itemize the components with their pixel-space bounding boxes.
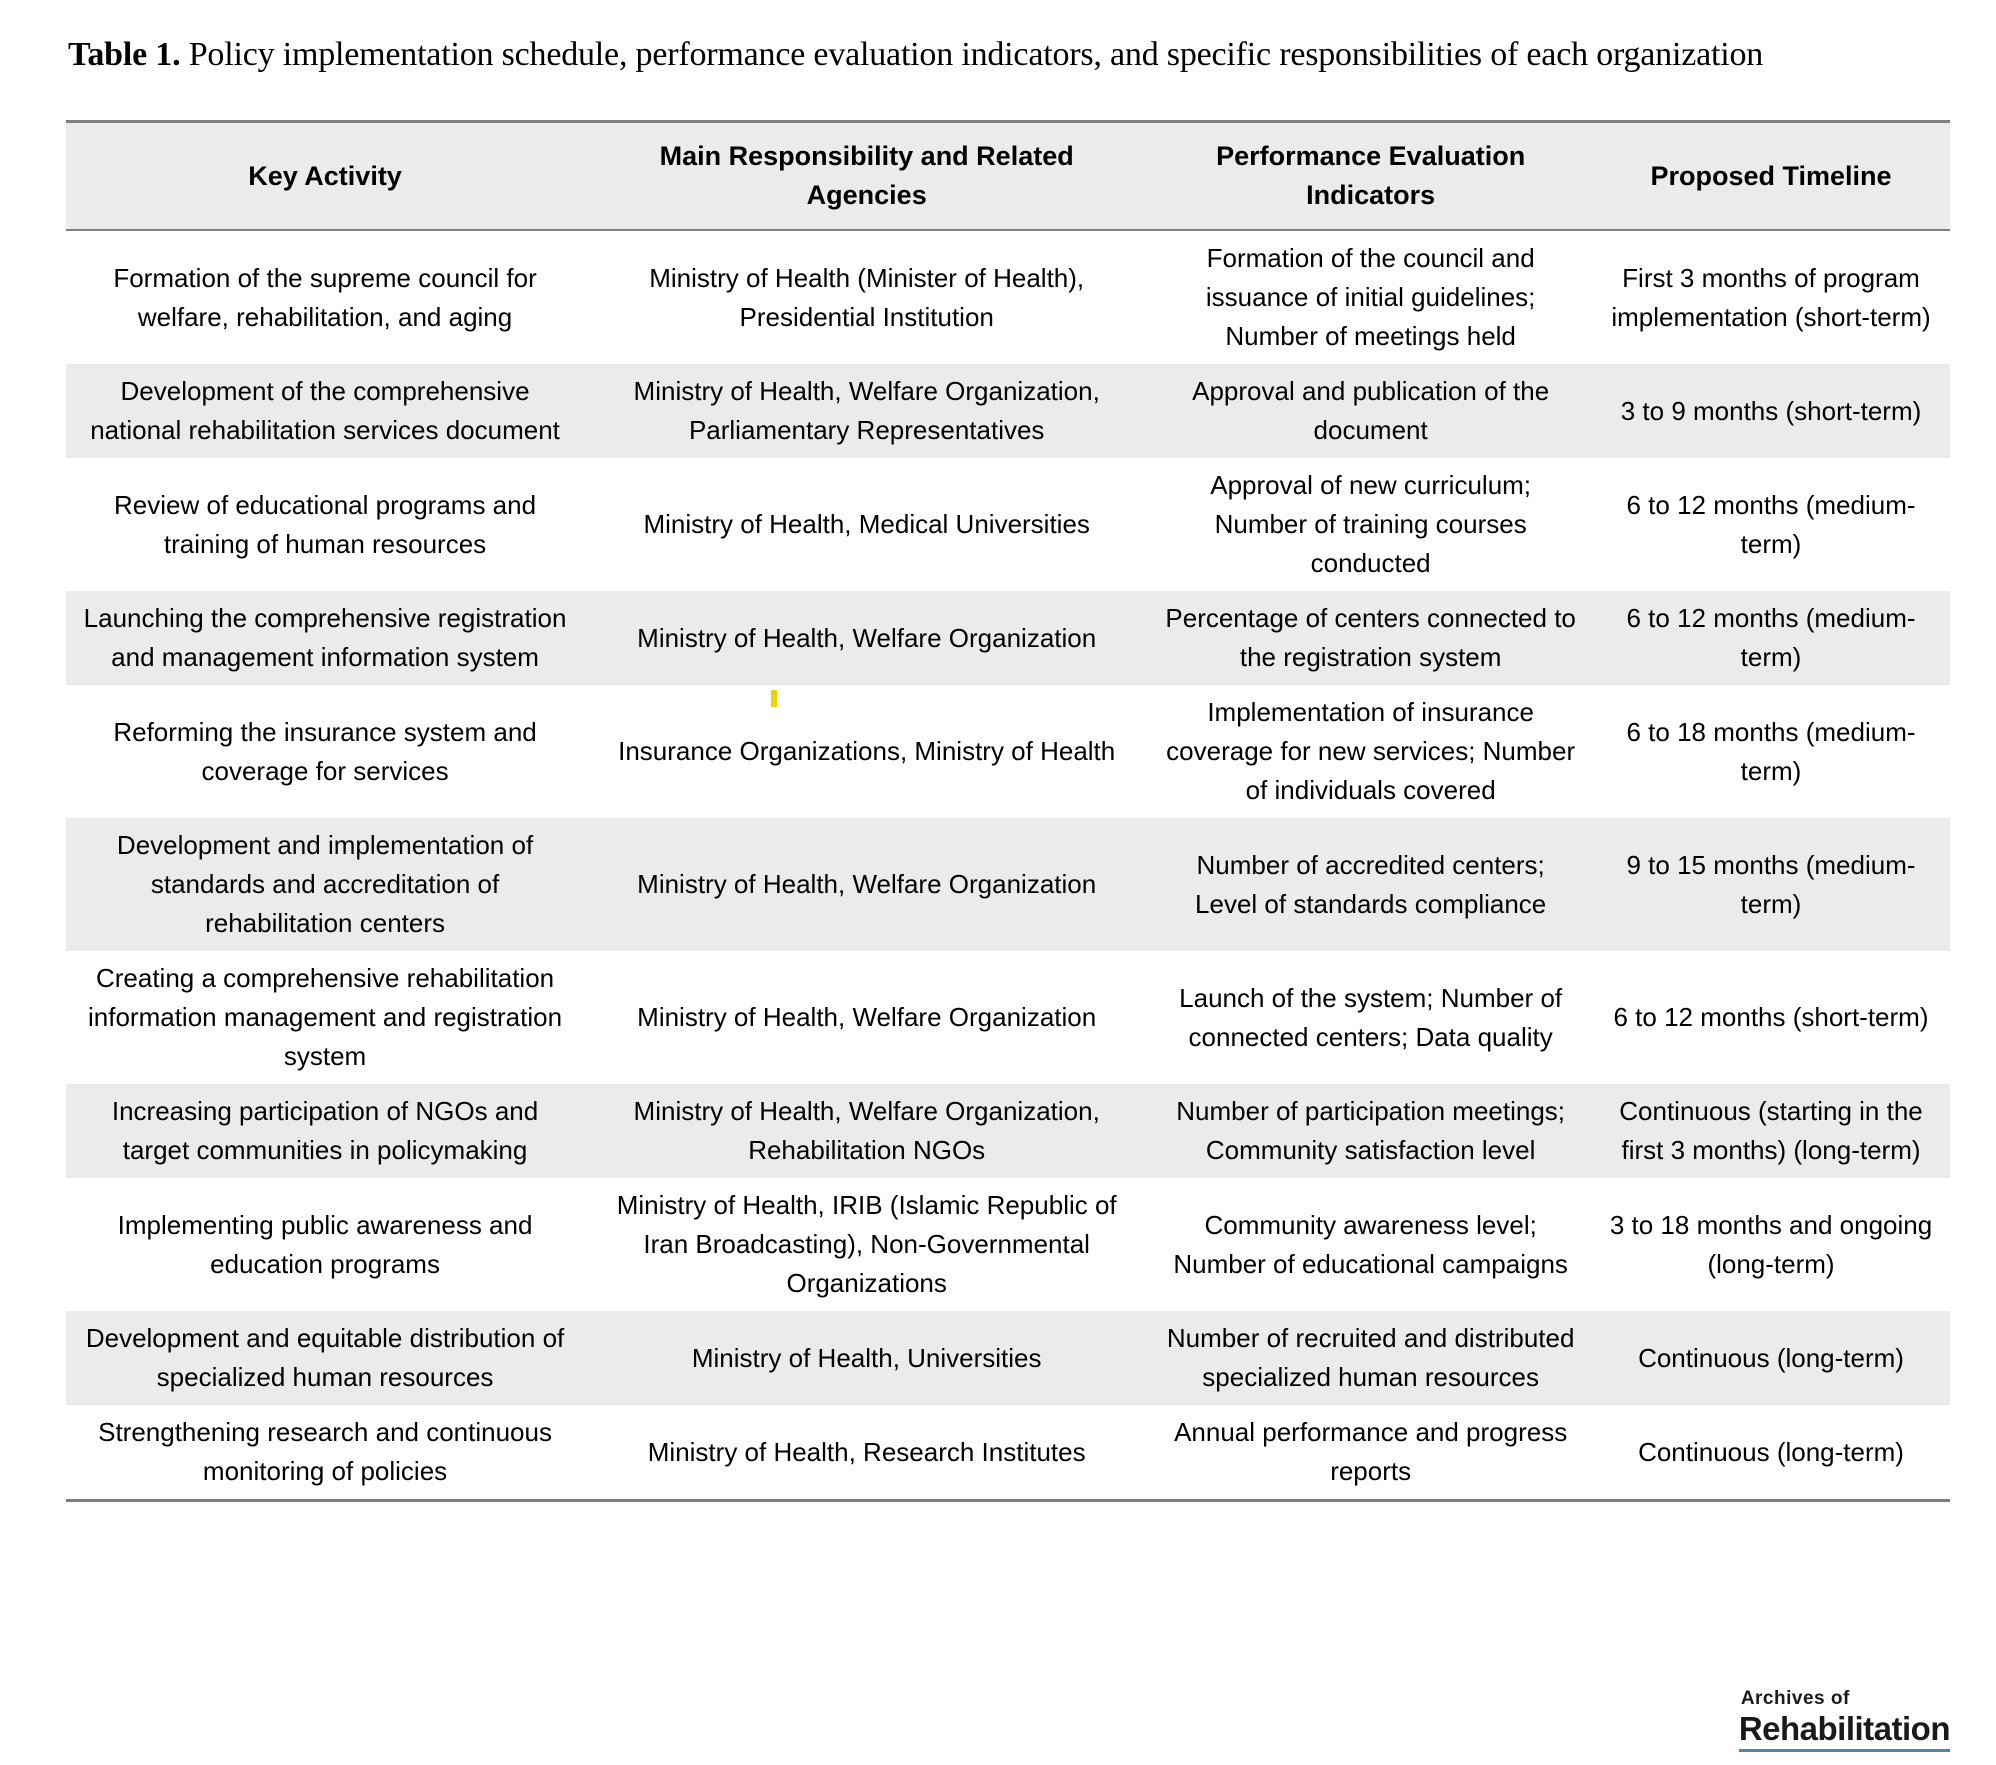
cell-indicators: Approval and publication of the document bbox=[1149, 364, 1592, 458]
cell-timeline: 6 to 12 months (short-term) bbox=[1613, 1002, 1929, 1033]
table-caption bbox=[68, 36, 1996, 74]
table-caption-text: Policy implementation schedule, performance evaluation indicators, and specific responsibilities of each organization bbox=[180, 36, 1764, 73]
cell-responsibility: Ministry of Health, Welfare Organization, Parliamentary Representatives bbox=[584, 364, 1149, 458]
cell-responsibility bbox=[584, 685, 1149, 818]
cell-responsibility: Ministry of Health, Universities bbox=[584, 1311, 1149, 1405]
cell-activity: Strengthening research and continuous monitoring of policies bbox=[98, 1417, 552, 1487]
cell-indicators: Formation of the council and issuance of initial guidelines; Number of meetings held bbox=[1205, 243, 1536, 352]
col-header-key-activity: Key Activity bbox=[66, 122, 584, 231]
cell-timeline: 6 to 12 months (medium-term) bbox=[1626, 489, 1916, 559]
cell-responsibility: Ministry of Health, Medical Universities bbox=[643, 509, 1090, 540]
table-row bbox=[66, 818, 1950, 951]
cell-responsibility: Ministry of Health, IRIB (Islamic Republic of Iran Broadcasting), Non-Governmental Organizations bbox=[616, 1190, 1117, 1299]
cell-indicators: Approval of new curriculum; Number of training courses conducted bbox=[1210, 470, 1532, 579]
table-row bbox=[66, 230, 1950, 364]
col-header-responsibility: Main Responsibility and Related Agencies bbox=[584, 122, 1149, 231]
table-row bbox=[66, 1178, 1950, 1311]
header-row bbox=[66, 122, 1950, 231]
policy-implementation-table bbox=[66, 120, 1950, 1502]
journal-logo bbox=[1739, 1688, 1950, 1752]
table-row bbox=[66, 1311, 1950, 1405]
cell-indicators: Number of accredited centers; Level of standards compliance bbox=[1149, 818, 1592, 951]
table-caption-label: Table 1. bbox=[68, 36, 181, 73]
table-row bbox=[66, 951, 1950, 1084]
cell-timeline: 3 to 18 months and ongoing (long-term) bbox=[1609, 1209, 1933, 1279]
cell-responsibility: Ministry of Health, Welfare Organization bbox=[584, 591, 1149, 685]
table-row bbox=[66, 1084, 1950, 1178]
cell-activity: Launching the comprehensive registration and management information system bbox=[66, 591, 584, 685]
cell-activity: Formation of the supreme council for welfare, rehabilitation, and aging bbox=[113, 262, 537, 332]
cell-indicators: Annual performance and progress reports bbox=[1174, 1417, 1568, 1487]
cell-timeline: Continuous (starting in the first 3 months) (long-term) bbox=[1592, 1084, 1950, 1178]
cell-activity: Implementing public awareness and education programs bbox=[117, 1209, 533, 1279]
table-row bbox=[66, 685, 1950, 818]
cell-timeline: First 3 months of program implementation (short-term) bbox=[1611, 262, 1931, 332]
cell-indicators: Launch of the system; Number of connected centers; Data quality bbox=[1179, 982, 1563, 1052]
cell-timeline: 9 to 15 months (medium-term) bbox=[1592, 818, 1950, 951]
col-header-timeline: Proposed Timeline bbox=[1592, 122, 1950, 231]
cell-responsibility: Ministry of Health, Welfare Organization bbox=[637, 1002, 1097, 1033]
cell-activity: Review of educational programs and training of human resources bbox=[114, 489, 537, 559]
yellow-cursor-mark bbox=[771, 690, 777, 707]
table-row bbox=[66, 364, 1950, 458]
cell-activity: Development of the comprehensive national rehabilitation services document bbox=[66, 364, 584, 458]
col-header-indicators: Performance Evaluation Indicators bbox=[1149, 122, 1592, 231]
cell-activity: Development and implementation of standards and accreditation of rehabilitation centers bbox=[66, 818, 584, 951]
cell-timeline: Continuous (long-term) bbox=[1638, 1436, 1904, 1467]
cell-timeline: 6 to 12 months (medium-term) bbox=[1592, 591, 1950, 685]
table-row bbox=[66, 458, 1950, 591]
cell-activity: Development and equitable distribution of specialized human resources bbox=[66, 1311, 584, 1405]
cell-responsibility: Ministry of Health, Research Institutes bbox=[647, 1436, 1086, 1467]
journal-logo-archives-of: Archives of bbox=[1740, 1688, 1850, 1709]
cell-indicators: Number of recruited and distributed specialized human resources bbox=[1149, 1311, 1592, 1405]
cell-responsibility: Ministry of Health, Welfare Organization bbox=[584, 818, 1149, 951]
cell-activity: Creating a comprehensive rehabilitation information management and registration system bbox=[88, 963, 563, 1072]
cell-timeline: Continuous (long-term) bbox=[1592, 1311, 1950, 1405]
cell-activity: Reforming the insurance system and coverage for services bbox=[113, 716, 537, 786]
cell-timeline: 6 to 18 months (medium-term) bbox=[1626, 716, 1916, 786]
cell-indicators: Community awareness level; Number of educational campaigns bbox=[1173, 1209, 1568, 1279]
table-row bbox=[66, 591, 1950, 685]
cell-indicators: Implementation of insurance coverage for new services; Number of individuals covered bbox=[1166, 697, 1576, 806]
cell-timeline: 3 to 9 months (short-term) bbox=[1592, 364, 1950, 458]
cell-responsibility: Ministry of Health, Welfare Organization, Rehabilitation NGOs bbox=[584, 1084, 1149, 1178]
table-row bbox=[66, 1405, 1950, 1501]
cell-activity: Increasing participation of NGOs and target communities in policymaking bbox=[66, 1084, 584, 1178]
cell-responsibility: Ministry of Health (Minister of Health), Presidential Institution bbox=[649, 262, 1085, 332]
journal-logo-rehabilitation: Rehabilitation bbox=[1739, 1710, 1950, 1752]
cell-indicators: Number of participation meetings; Community satisfaction level bbox=[1149, 1084, 1592, 1178]
cell-indicators: Percentage of centers connected to the registration system bbox=[1149, 591, 1592, 685]
cell-responsibility-text: Insurance Organizations, Ministry of Health bbox=[618, 736, 1116, 767]
